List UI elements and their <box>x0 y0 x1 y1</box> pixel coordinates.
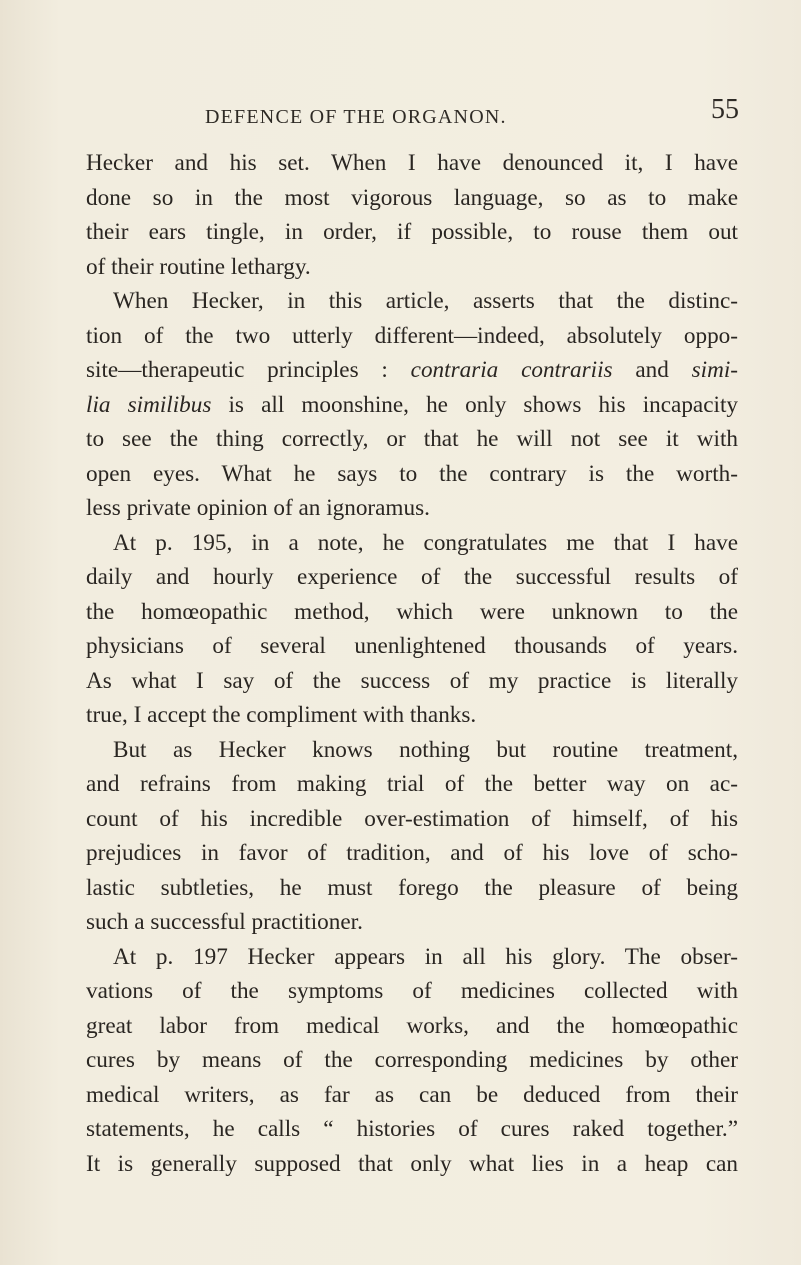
text-line: such a successful practitioner. <box>86 909 363 935</box>
text-line: Hecker and his set. When I have denounced it, I have <box>86 150 738 176</box>
text-line: medical writers, as far as can be deduced from their <box>86 1081 738 1108</box>
text-line: of their routine lethargy. <box>86 253 311 280</box>
text-line <box>86 388 738 423</box>
running-head: DEFENCE OF THE ORGANON. <box>205 106 507 128</box>
text-line: prejudices in favor of tradition, and of his love of scho- <box>86 840 738 866</box>
text-line: lastic subtleties, he must forego the pleasure of being <box>86 874 738 901</box>
text-line: count of his incredible over-estimation of himself, of his <box>86 805 738 832</box>
text-run: site—therapeutic principles : <box>86 357 411 383</box>
text-line: But as Hecker knows nothing but routine treatment, <box>113 736 738 763</box>
body-text <box>86 146 738 1181</box>
text-line: At p. 197 Hecker appears in all his glory. The obser- <box>113 943 738 970</box>
text-line: At p. 195, in a note, he congratulates me that I have <box>113 529 738 556</box>
text-line: cures by means of the corresponding medicines by other <box>86 1047 738 1073</box>
latin-phrase: contraria contrariis <box>410 357 613 383</box>
text-line <box>86 353 738 388</box>
page-number: 55 <box>711 94 739 125</box>
text-line: statements, he calls “ histories of cures raked together.” <box>86 1116 738 1142</box>
text-run: and <box>612 357 692 383</box>
text-line: done so in the most vigorous language, so as to make <box>86 184 738 211</box>
text-line: open eyes. What he says to the contrary is the worth- <box>86 460 738 487</box>
page-header <box>0 94 801 134</box>
latin-phrase: simi- <box>691 357 739 383</box>
text-line: their ears tingle, in order, if possible, to rouse them out <box>86 219 738 245</box>
text-line: It is generally supposed that only what lies in a heap can <box>86 1150 738 1177</box>
text-line: tion of the two utterly different—indeed, absolutely oppo- <box>86 322 738 349</box>
text-line: daily and hourly experience of the successful results of <box>86 564 738 590</box>
text-line: true, I accept the compliment with thanks. <box>86 702 477 728</box>
text-line: the homœopathic method, which were unknown to the <box>86 598 738 625</box>
text-line: When Hecker, in this article, asserts that the distinc- <box>113 288 738 314</box>
latin-phrase: lia similibus <box>86 391 212 418</box>
text-line: great labor from medical works, and the homœopathic <box>86 1012 738 1039</box>
text-line: and refrains from making trial of the better way on ac- <box>86 771 738 797</box>
text-line: to see the thing correctly, or that he will not see it with <box>86 426 738 452</box>
text-run: is all moonshine, he only shows his incapacity <box>211 391 738 418</box>
text-line: As what I say of the success of my practice is literally <box>86 667 738 694</box>
text-line: less private opinion of an ignoramus. <box>86 495 430 521</box>
text-line: vations of the symptoms of medicines collected with <box>86 978 738 1004</box>
text-line: physicians of several unenlightened thousands of years. <box>86 633 738 659</box>
